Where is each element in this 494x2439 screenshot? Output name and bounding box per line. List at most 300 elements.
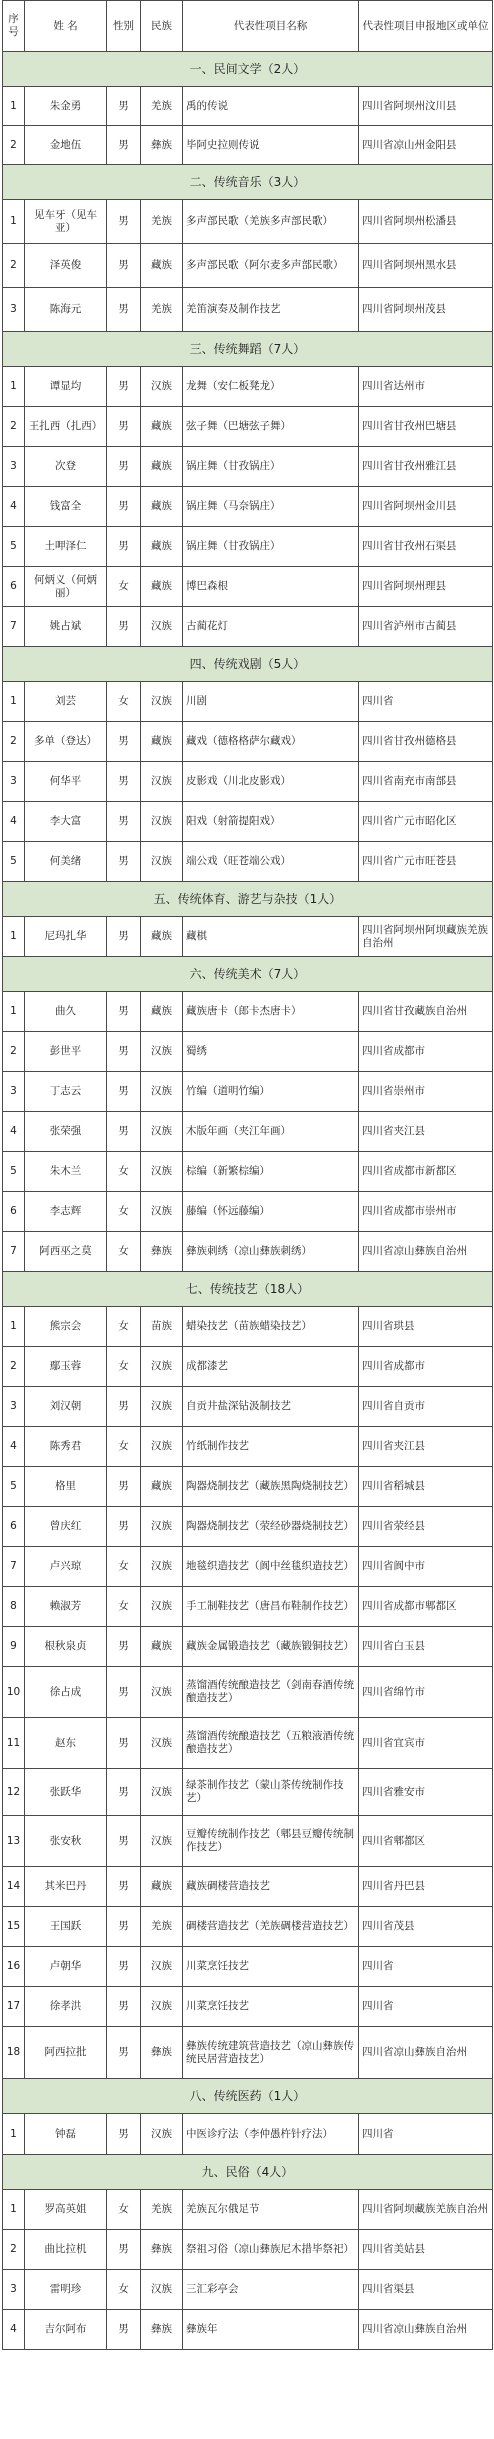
row-number: 1: [3, 992, 25, 1032]
gender-cell: 女: [107, 1152, 141, 1192]
table-row: [3, 244, 493, 288]
inheritor-name: 李大富: [25, 802, 107, 842]
gender-cell: 女: [107, 1232, 141, 1272]
project-name: 羌笛演奏及制作技艺: [183, 288, 359, 332]
section-title: 一、民间文学（2人）: [3, 52, 493, 87]
region-cell: 四川省甘孜州巴塘县: [359, 407, 493, 447]
row-number: 4: [3, 1427, 25, 1467]
gender-cell: 男: [107, 1987, 141, 2027]
region-cell: 四川省阿坝州汶川县: [359, 87, 493, 126]
project-name: 棕编（新繁棕编）: [183, 1152, 359, 1192]
inheritor-name: 阿西巫之莫: [25, 1232, 107, 1272]
project-name: 川菜烹饪技艺: [183, 1987, 359, 2027]
table-row: [3, 527, 493, 567]
project-name: 端公戏（旺苍端公戏）: [183, 842, 359, 882]
ethnicity-cell: 藏族: [141, 244, 183, 288]
ethnicity-cell: 汉族: [141, 2270, 183, 2310]
table-row: [3, 607, 493, 647]
header-region: 代表性项目申报地区或单位: [359, 1, 493, 52]
row-number: 2: [3, 722, 25, 762]
project-name: 川剧: [183, 682, 359, 722]
gender-cell: 男: [107, 1816, 141, 1867]
table-row: [3, 288, 493, 332]
inheritor-name: 多单（登达）: [25, 722, 107, 762]
ethnicity-cell: 藏族: [141, 917, 183, 957]
row-number: 4: [3, 2310, 25, 2350]
inheritor-name: 曲久: [25, 992, 107, 1032]
gender-cell: 男: [107, 992, 141, 1032]
region-cell: 四川省白玉县: [359, 1627, 493, 1667]
row-number: 1: [3, 200, 25, 244]
row-number: 2: [3, 1347, 25, 1387]
table-body: [3, 52, 493, 2350]
gender-cell: 男: [107, 87, 141, 126]
table-row: [3, 1667, 493, 1718]
table-row: [3, 2270, 493, 2310]
row-number: 7: [3, 1547, 25, 1587]
section-header-row: [3, 2079, 493, 2114]
ethnicity-cell: 汉族: [141, 607, 183, 647]
inheritor-name: 张荣强: [25, 1112, 107, 1152]
section-header-row: [3, 2155, 493, 2190]
region-cell: 四川省: [359, 682, 493, 722]
region-cell: 四川省甘孜州德格县: [359, 722, 493, 762]
ethnicity-cell: 汉族: [141, 1032, 183, 1072]
row-number: 16: [3, 1947, 25, 1987]
inheritor-name: 李志辉: [25, 1192, 107, 1232]
row-number: 18: [3, 2027, 25, 2079]
project-name: 藏族唐卡（郎卡杰唐卡）: [183, 992, 359, 1032]
project-name: 手工制鞋技艺（唐昌布鞋制作技艺）: [183, 1587, 359, 1627]
region-cell: 四川省美姑县: [359, 2230, 493, 2270]
project-name: 三汇彩亭会: [183, 2270, 359, 2310]
row-number: 1: [3, 367, 25, 407]
region-cell: 四川省雅安市: [359, 1769, 493, 1816]
table-row: [3, 567, 493, 607]
row-number: 13: [3, 1816, 25, 1867]
table-row: [3, 1587, 493, 1627]
table-row: [3, 1867, 493, 1907]
inheritor-name: 陈秀君: [25, 1427, 107, 1467]
region-cell: 四川省稻城县: [359, 1467, 493, 1507]
table-row: [3, 367, 493, 407]
ethnicity-cell: 汉族: [141, 1192, 183, 1232]
table-row: [3, 1718, 493, 1769]
inheritor-name: 土呷泽仁: [25, 527, 107, 567]
row-number: 5: [3, 1152, 25, 1192]
ethnicity-cell: 汉族: [141, 842, 183, 882]
gender-cell: 女: [107, 2190, 141, 2230]
ethnicity-cell: 汉族: [141, 367, 183, 407]
region-cell: 四川省达州市: [359, 367, 493, 407]
ethnicity-cell: 汉族: [141, 1507, 183, 1547]
project-name: 毕阿史拉则传说: [183, 126, 359, 165]
inheritor-name: 徐孝洪: [25, 1987, 107, 2027]
table-row: [3, 682, 493, 722]
ethnicity-cell: 羌族: [141, 200, 183, 244]
row-number: 12: [3, 1769, 25, 1816]
row-number: 9: [3, 1627, 25, 1667]
ethnicity-cell: 汉族: [141, 1587, 183, 1627]
ethnicity-cell: 羌族: [141, 87, 183, 126]
table-row: [3, 1769, 493, 1816]
section-title: 二、传统音乐（3人）: [3, 165, 493, 200]
project-name: 蜀绣: [183, 1032, 359, 1072]
table-row: [3, 1032, 493, 1072]
ethnicity-cell: 藏族: [141, 722, 183, 762]
project-name: 博巴森根: [183, 567, 359, 607]
region-cell: 四川省崇州市: [359, 1072, 493, 1112]
gender-cell: 男: [107, 1769, 141, 1816]
inheritor-name: 徐占成: [25, 1667, 107, 1718]
gender-cell: 男: [107, 1507, 141, 1547]
table-row: [3, 1072, 493, 1112]
row-number: 15: [3, 1907, 25, 1947]
table-row: [3, 1947, 493, 1987]
table-row: [3, 447, 493, 487]
gender-cell: 女: [107, 1547, 141, 1587]
project-name: 藤编（怀远藤编）: [183, 1192, 359, 1232]
gender-cell: 女: [107, 1427, 141, 1467]
section-title: 四、传统戏剧（5人）: [3, 647, 493, 682]
project-name: 彝族年: [183, 2310, 359, 2350]
region-cell: 四川省夹江县: [359, 1427, 493, 1467]
ethnicity-cell: 汉族: [141, 1816, 183, 1867]
ethnicity-cell: 汉族: [141, 762, 183, 802]
table-row: [3, 1347, 493, 1387]
region-cell: 四川省: [359, 2114, 493, 2155]
table-row: [3, 842, 493, 882]
row-number: 4: [3, 802, 25, 842]
row-number: 1: [3, 917, 25, 957]
ethnicity-cell: 藏族: [141, 992, 183, 1032]
ethnicity-cell: 藏族: [141, 1627, 183, 1667]
row-number: 5: [3, 842, 25, 882]
table-row: [3, 87, 493, 126]
heritage-inheritors-table: [2, 0, 493, 2350]
inheritor-name: 金地伍: [25, 126, 107, 165]
inheritor-name: 曾庆红: [25, 1507, 107, 1547]
gender-cell: 男: [107, 1907, 141, 1947]
region-cell: 四川省甘孜州雅江县: [359, 447, 493, 487]
table-row: [3, 2114, 493, 2155]
header-project: 代表性项目名称: [183, 1, 359, 52]
gender-cell: 男: [107, 2114, 141, 2155]
header-name: 姓 名: [25, 1, 107, 52]
region-cell: 四川省自贡市: [359, 1387, 493, 1427]
project-name: 弦子舞（巴塘弦子舞）: [183, 407, 359, 447]
ethnicity-cell: 汉族: [141, 1072, 183, 1112]
inheritor-name: 次登: [25, 447, 107, 487]
region-cell: 四川省珙县: [359, 1307, 493, 1347]
project-name: 竹编（道明竹编）: [183, 1072, 359, 1112]
gender-cell: 男: [107, 1387, 141, 1427]
ethnicity-cell: 汉族: [141, 1987, 183, 2027]
gender-cell: 女: [107, 567, 141, 607]
project-name: 藏戏（德格格萨尔藏戏）: [183, 722, 359, 762]
gender-cell: 男: [107, 1867, 141, 1907]
table-row: [3, 1816, 493, 1867]
region-cell: 四川省: [359, 1987, 493, 2027]
ethnicity-cell: 藏族: [141, 487, 183, 527]
project-name: 阳戏（射箭提阳戏）: [183, 802, 359, 842]
ethnicity-cell: 汉族: [141, 2114, 183, 2155]
region-cell: 四川省阿坝州茂县: [359, 288, 493, 332]
ethnicity-cell: 汉族: [141, 1667, 183, 1718]
inheritor-name: 朱木兰: [25, 1152, 107, 1192]
gender-cell: 男: [107, 447, 141, 487]
inheritor-name: 卢兴琼: [25, 1547, 107, 1587]
gender-cell: 男: [107, 200, 141, 244]
ethnicity-cell: 汉族: [141, 1347, 183, 1387]
region-cell: 四川省成都市: [359, 1032, 493, 1072]
table-row: [3, 407, 493, 447]
row-number: 2: [3, 126, 25, 165]
inheritor-name: 张安秋: [25, 1816, 107, 1867]
ethnicity-cell: 羌族: [141, 2190, 183, 2230]
gender-cell: 男: [107, 2230, 141, 2270]
table-row: [3, 2190, 493, 2230]
gender-cell: 男: [107, 2310, 141, 2350]
gender-cell: 男: [107, 1467, 141, 1507]
row-number: 2: [3, 244, 25, 288]
table-row: [3, 1112, 493, 1152]
region-cell: 四川省茂县: [359, 1907, 493, 1947]
table-row: [3, 2310, 493, 2350]
inheritor-name: 熊宗会: [25, 1307, 107, 1347]
project-name: 锅庄舞（甘孜锅庄）: [183, 447, 359, 487]
project-name: 藏族碉楼营造技艺: [183, 1867, 359, 1907]
project-name: 藏族金属锻造技艺（藏族锻铜技艺）: [183, 1627, 359, 1667]
table-row: [3, 802, 493, 842]
inheritor-name: 何美绪: [25, 842, 107, 882]
row-number: 1: [3, 2190, 25, 2230]
row-number: 3: [3, 288, 25, 332]
project-name: 皮影戏（川北皮影戏）: [183, 762, 359, 802]
section-header-row: [3, 165, 493, 200]
ethnicity-cell: 汉族: [141, 1769, 183, 1816]
project-name: 多声部民歌（阿尔麦多声部民歌）: [183, 244, 359, 288]
inheritor-name: 钱富全: [25, 487, 107, 527]
inheritor-name: 鄢玉蓉: [25, 1347, 107, 1387]
region-cell: 四川省南充市南部县: [359, 762, 493, 802]
gender-cell: 男: [107, 1072, 141, 1112]
region-cell: 四川省泸州市古蔺县: [359, 607, 493, 647]
inheritor-name: 王扎西（扎西）: [25, 407, 107, 447]
table-row: [3, 126, 493, 165]
ethnicity-cell: 彝族: [141, 2310, 183, 2350]
table-row: [3, 1627, 493, 1667]
row-number: 3: [3, 762, 25, 802]
ethnicity-cell: 羌族: [141, 288, 183, 332]
ethnicity-cell: 汉族: [141, 1947, 183, 1987]
ethnicity-cell: 汉族: [141, 1112, 183, 1152]
section-title: 五、传统体育、游艺与杂技（1人）: [3, 882, 493, 917]
inheritor-name: 雷明珍: [25, 2270, 107, 2310]
gender-cell: 女: [107, 1587, 141, 1627]
inheritor-name: 王国跃: [25, 1907, 107, 1947]
table-row: [3, 1427, 493, 1467]
section-header-row: [3, 647, 493, 682]
region-cell: 四川省荥经县: [359, 1507, 493, 1547]
ethnicity-cell: 藏族: [141, 1867, 183, 1907]
project-name: 川菜烹饪技艺: [183, 1947, 359, 1987]
section-header-row: [3, 957, 493, 992]
inheritor-name: 何炳义（何炳丽）: [25, 567, 107, 607]
inheritor-name: 卢朝华: [25, 1947, 107, 1987]
region-cell: 四川省凉山彝族自治州: [359, 2027, 493, 2079]
row-number: 4: [3, 487, 25, 527]
ethnicity-cell: 藏族: [141, 407, 183, 447]
ethnicity-cell: 汉族: [141, 1718, 183, 1769]
inheritor-name: 姚占斌: [25, 607, 107, 647]
gender-cell: 男: [107, 2027, 141, 2079]
gender-cell: 男: [107, 1667, 141, 1718]
ethnicity-cell: 彝族: [141, 1232, 183, 1272]
inheritor-name: 格里: [25, 1467, 107, 1507]
ethnicity-cell: 彝族: [141, 2027, 183, 2079]
inheritor-name: 见车牙（见车亚）: [25, 200, 107, 244]
header-no: 序号: [3, 1, 25, 52]
project-name: 木版年画（夹江年画）: [183, 1112, 359, 1152]
ethnicity-cell: 彝族: [141, 2230, 183, 2270]
region-cell: 四川省丹巴县: [359, 1867, 493, 1907]
project-name: 成都漆艺: [183, 1347, 359, 1387]
gender-cell: 男: [107, 1627, 141, 1667]
table-row: [3, 1152, 493, 1192]
region-cell: 四川省凉山彝族自治州: [359, 1232, 493, 1272]
project-name: 地毯织造技艺（阆中丝毯织造技艺）: [183, 1547, 359, 1587]
project-name: 彝族刺绣（凉山彝族刺绣）: [183, 1232, 359, 1272]
project-name: 竹纸制作技艺: [183, 1427, 359, 1467]
ethnicity-cell: 汉族: [141, 1427, 183, 1467]
row-number: 5: [3, 527, 25, 567]
table-row: [3, 1232, 493, 1272]
row-number: 14: [3, 1867, 25, 1907]
ethnicity-cell: 彝族: [141, 126, 183, 165]
table-row: [3, 917, 493, 957]
row-number: 3: [3, 1072, 25, 1112]
row-number: 1: [3, 87, 25, 126]
row-number: 3: [3, 447, 25, 487]
inheritor-name: 赖淑芳: [25, 1587, 107, 1627]
gender-cell: 男: [107, 126, 141, 165]
table-row: [3, 2027, 493, 2079]
region-cell: 四川省宜宾市: [359, 1718, 493, 1769]
project-name: 豆瓣传统制作技艺（郫县豆瓣传统制作技艺）: [183, 1816, 359, 1867]
row-number: 11: [3, 1718, 25, 1769]
project-name: 中医诊疗法（李仲愚杵针疗法）: [183, 2114, 359, 2155]
project-name: 锅庄舞（甘孜锅庄）: [183, 527, 359, 567]
row-number: 1: [3, 2114, 25, 2155]
table-row: [3, 762, 493, 802]
table-header-row: [3, 1, 493, 52]
region-cell: 四川省阿坝州松潘县: [359, 200, 493, 244]
project-name: 藏棋: [183, 917, 359, 957]
inheritor-name: 吉尔阿布: [25, 2310, 107, 2350]
row-number: 5: [3, 1467, 25, 1507]
row-number: 1: [3, 682, 25, 722]
region-cell: 四川省成都市崇州市: [359, 1192, 493, 1232]
region-cell: 四川省广元市旺苍县: [359, 842, 493, 882]
inheritor-name: 罗高英姐: [25, 2190, 107, 2230]
project-name: 碉楼营造技艺（羌族碉楼营造技艺）: [183, 1907, 359, 1947]
table-row: [3, 1907, 493, 1947]
ethnicity-cell: 藏族: [141, 527, 183, 567]
ethnicity-cell: 汉族: [141, 682, 183, 722]
project-name: 绿茶制作技艺（蒙山茶传统制作技艺）: [183, 1769, 359, 1816]
table-row: [3, 200, 493, 244]
region-cell: 四川省绵竹市: [359, 1667, 493, 1718]
gender-cell: 男: [107, 762, 141, 802]
section-title: 三、传统舞蹈（7人）: [3, 332, 493, 367]
row-number: 17: [3, 1987, 25, 2027]
region-cell: 四川省夹江县: [359, 1112, 493, 1152]
project-name: 自贡井盐深钻汲制技艺: [183, 1387, 359, 1427]
table-row: [3, 1547, 493, 1587]
gender-cell: 男: [107, 244, 141, 288]
section-header-row: [3, 52, 493, 87]
row-number: 6: [3, 1507, 25, 1547]
gender-cell: 男: [107, 842, 141, 882]
region-cell: 四川省凉山彝族自治州: [359, 2310, 493, 2350]
project-name: 陶器烧制技艺（藏族黑陶烧制技艺）: [183, 1467, 359, 1507]
region-cell: 四川省阿坝州黑水县: [359, 244, 493, 288]
gender-cell: 男: [107, 367, 141, 407]
inheritor-name: 其米巴丹: [25, 1867, 107, 1907]
region-cell: 四川省阿坝州金川县: [359, 487, 493, 527]
section-title: 六、传统美术（7人）: [3, 957, 493, 992]
project-name: 祭祖习俗（凉山彝族尼木措毕祭祀）: [183, 2230, 359, 2270]
region-cell: 四川省甘孜州石渠县: [359, 527, 493, 567]
section-title: 七、传统技艺（18人）: [3, 1272, 493, 1307]
gender-cell: 男: [107, 407, 141, 447]
project-name: 蒸馏酒传统酿造技艺（五粮液酒传统酿造技艺）: [183, 1718, 359, 1769]
inheritor-name: 谭显均: [25, 367, 107, 407]
table-row: [3, 1387, 493, 1427]
region-cell: 四川省阿坝州理县: [359, 567, 493, 607]
table-row: [3, 992, 493, 1032]
header-gender: 性别: [107, 1, 141, 52]
ethnicity-cell: 羌族: [141, 1907, 183, 1947]
ethnicity-cell: 汉族: [141, 1152, 183, 1192]
table-row: [3, 1467, 493, 1507]
project-name: 蒸馏酒传统酿造技艺（剑南春酒传统酿造技艺）: [183, 1667, 359, 1718]
region-cell: 四川省阿坝州阿坝藏族羌族自治州: [359, 917, 493, 957]
gender-cell: 男: [107, 1947, 141, 1987]
header-ethnicity: 民族: [141, 1, 183, 52]
gender-cell: 男: [107, 1032, 141, 1072]
gender-cell: 男: [107, 722, 141, 762]
project-name: 羌族瓦尔俄足节: [183, 2190, 359, 2230]
row-number: 4: [3, 1112, 25, 1152]
inheritor-name: 丁志云: [25, 1072, 107, 1112]
row-number: 8: [3, 1587, 25, 1627]
project-name: 龙舞（安仁板凳龙）: [183, 367, 359, 407]
inheritor-name: 陈海元: [25, 288, 107, 332]
project-name: 古蔺花灯: [183, 607, 359, 647]
table-row: [3, 1507, 493, 1547]
row-number: 7: [3, 607, 25, 647]
region-cell: 四川省成都市: [359, 1347, 493, 1387]
section-header-row: [3, 332, 493, 367]
gender-cell: 男: [107, 1112, 141, 1152]
gender-cell: 男: [107, 607, 141, 647]
ethnicity-cell: 藏族: [141, 1467, 183, 1507]
inheritor-name: 赵东: [25, 1718, 107, 1769]
table-row: [3, 1307, 493, 1347]
project-name: 锅庄舞（马奈锅庄）: [183, 487, 359, 527]
